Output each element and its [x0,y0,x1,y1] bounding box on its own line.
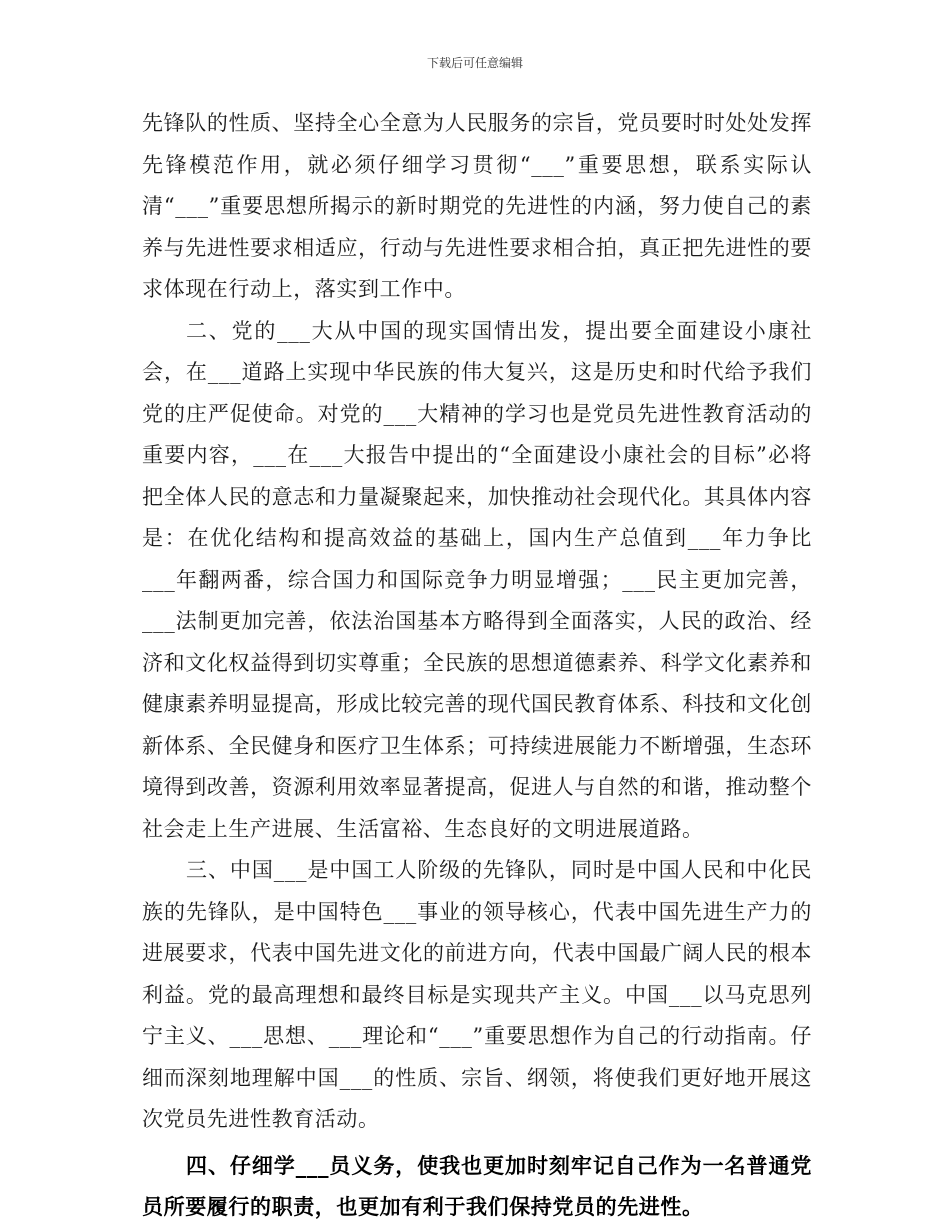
document-body [142,103,812,1228]
paragraph-section-three: 三、中国___是中国工人阶级的先锋队，同时是中国人民和中化民族的先锋队，是中国特色___事业的领导核心，代表中国先进生产力的进展要求，代表中国先进文化的前进方向，代表中国最广阔人民的根本利益。党的最高理想和最终目标是实现共产主义。中国___以马克思列宁主义、___思想、___理论和“___”重要思想作为自己的行动指南。仔细而深刻地理解中国___的性质、宗旨、纲领，将使我们更好地开展这次党员先进性教育活动。 [142,858,812,1131]
paragraph-section-four: 四、仔细学___员义务，使我也更加时刻牢记自己作为一名普通党员所要履行的职责，也更加有利于我们保持党员的先进性。 [142,1152,812,1219]
page-header: 下载后可任意编辑 [426,56,523,70]
paragraph-section-two: 二、党的___大从中国的现实国情出发，提出要全面建设小康社会，在___道路上实现中华民族的伟大复兴，这是历史和时代给予我们党的庄严促使命。对党的___大精神的学习也是党员先进性教育活动的重要内容，___在___大报告中提出的“全面建设小康社会的目标”必将把全体人民的意志和力量凝聚起来，加快推动社会现代化。其具体内容是：在优化结构和提高效益的基础上，国内生产总值到___年力争比___年翻两番，综合国力和国际竞争力明显增强；___民主更加完善，___法制更加完善，依法治国基本方略得到全面落实，人民的政治、经济和文化权益得到切实尊重；全民族的思想道德素养、科学文化素养和健康素养明显提高，形成比较完善的现代国民教育体系、科技和文化创新体系、全民健身和医疗卫生体系；可持续进展能力不断增强，生态环境得到改善，资源利用效率显著提高，促进人与自然的和谐，推动整个社会走上生产进展、生活富裕、生态良好的文明进展道路。 [142,318,812,841]
paragraph-continuation: 先锋队的性质、坚持全心全意为人民服务的宗旨，党员要时时处处发挥先锋模范作用，就必须仔细学习贯彻“___”重要思想，联系实际认清“___”重要思想所揭示的新时期党的先进性的内涵，努力使自己的素养与先进性要求相适应，行动与先进性要求相合拍，真正把先进性的要求体现在行动上，落实到工作中。 [142,111,812,301]
